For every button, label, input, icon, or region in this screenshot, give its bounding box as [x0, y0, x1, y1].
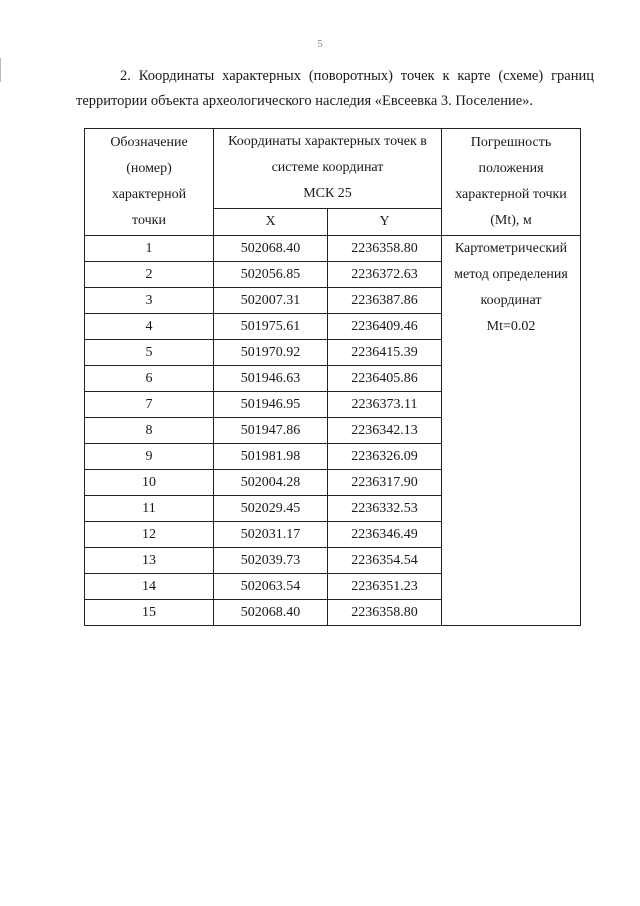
- point-number-cell: 13: [85, 548, 214, 574]
- header-error-line: (Mt), м: [490, 213, 532, 228]
- point-number-cell: 7: [85, 392, 214, 418]
- scan-edge-mark: [0, 58, 1, 82]
- header-coordinates: [214, 129, 442, 209]
- point-number-cell: 12: [85, 522, 214, 548]
- x-coordinate-cell: 502068.40: [214, 600, 328, 626]
- header-error-line: положения: [478, 161, 544, 176]
- y-coordinate-cell: 2236415.39: [328, 340, 442, 366]
- x-coordinate-cell: 501970.92: [214, 340, 328, 366]
- header-coords-line: Координаты характерных точек в: [228, 134, 427, 149]
- point-number-cell: 10: [85, 470, 214, 496]
- y-coordinate-cell: 2236354.54: [328, 548, 442, 574]
- y-coordinate-cell: 2236372.63: [328, 262, 442, 288]
- heading-line-1: 2. Координаты характерных (поворотных) точек к карте (схеме) границ: [120, 68, 594, 84]
- header-point-line: точки: [132, 213, 166, 228]
- x-coordinate-cell: 502004.28: [214, 470, 328, 496]
- header-coords-line: МСК 25: [303, 186, 352, 201]
- y-coordinate-cell: 2236326.09: [328, 444, 442, 470]
- x-coordinate-cell: 501947.86: [214, 418, 328, 444]
- y-coordinate-cell: 2236317.90: [328, 470, 442, 496]
- point-number-cell: 5: [85, 340, 214, 366]
- y-coordinate-cell: 2236358.80: [328, 600, 442, 626]
- point-number-cell: 3: [85, 288, 214, 314]
- y-coordinate-cell: 2236351.23: [328, 574, 442, 600]
- x-coordinate-cell: 502056.85: [214, 262, 328, 288]
- header-point-designation: [85, 129, 214, 236]
- x-coordinate-cell: 502031.17: [214, 522, 328, 548]
- method-cell: [442, 236, 581, 626]
- header-coords-line: системе координат: [271, 160, 384, 175]
- x-coordinate-cell: 502039.73: [214, 548, 328, 574]
- y-coordinate-cell: 2236346.49: [328, 522, 442, 548]
- point-number-cell: 9: [85, 444, 214, 470]
- point-number-cell: 15: [85, 600, 214, 626]
- x-coordinate-cell: 502029.45: [214, 496, 328, 522]
- page-number: 5: [317, 38, 323, 50]
- x-coordinate-cell: 502063.54: [214, 574, 328, 600]
- y-coordinate-cell: 2236342.13: [328, 418, 442, 444]
- header-error: [442, 129, 581, 236]
- y-coordinate-cell: 2236332.53: [328, 496, 442, 522]
- header-point-line: Обозначение: [110, 135, 188, 150]
- x-coordinate-cell: 501946.63: [214, 366, 328, 392]
- header-point-line: (номер): [126, 161, 172, 176]
- point-number-cell: 2: [85, 262, 214, 288]
- point-number-cell: 14: [85, 574, 214, 600]
- x-coordinate-cell: 501981.98: [214, 444, 328, 470]
- point-number-cell: 6: [85, 366, 214, 392]
- header-x: X: [214, 208, 328, 235]
- method-line: Mt=0.02: [486, 319, 536, 334]
- y-coordinate-cell: 2236409.46: [328, 314, 442, 340]
- point-number-cell: 8: [85, 418, 214, 444]
- method-line: метод определения: [454, 267, 568, 282]
- x-coordinate-cell: 501946.95: [214, 392, 328, 418]
- point-number-cell: 1: [85, 236, 214, 262]
- coordinates-table: [84, 128, 581, 626]
- point-number-cell: 11: [85, 496, 214, 522]
- header-point-line: характерной: [111, 187, 187, 202]
- section-heading: [76, 64, 594, 114]
- x-coordinate-cell: 501975.61: [214, 314, 328, 340]
- heading-line-2: территории объекта археологического наследия «Евсеевка 3. Поселение».: [76, 93, 534, 109]
- method-line: Картометрический: [454, 241, 568, 256]
- header-y: Y: [328, 208, 442, 235]
- y-coordinate-cell: 2236373.11: [328, 392, 442, 418]
- table-row: [85, 236, 581, 262]
- y-coordinate-cell: 2236405.86: [328, 366, 442, 392]
- y-coordinate-cell: 2236387.86: [328, 288, 442, 314]
- header-error-line: Погрешность: [470, 135, 552, 150]
- point-number-cell: 4: [85, 314, 214, 340]
- method-line: координат: [480, 293, 542, 308]
- y-coordinate-cell: 2236358.80: [328, 236, 442, 262]
- header-error-line: характерной точки: [455, 187, 567, 202]
- x-coordinate-cell: 502068.40: [214, 236, 328, 262]
- x-coordinate-cell: 502007.31: [214, 288, 328, 314]
